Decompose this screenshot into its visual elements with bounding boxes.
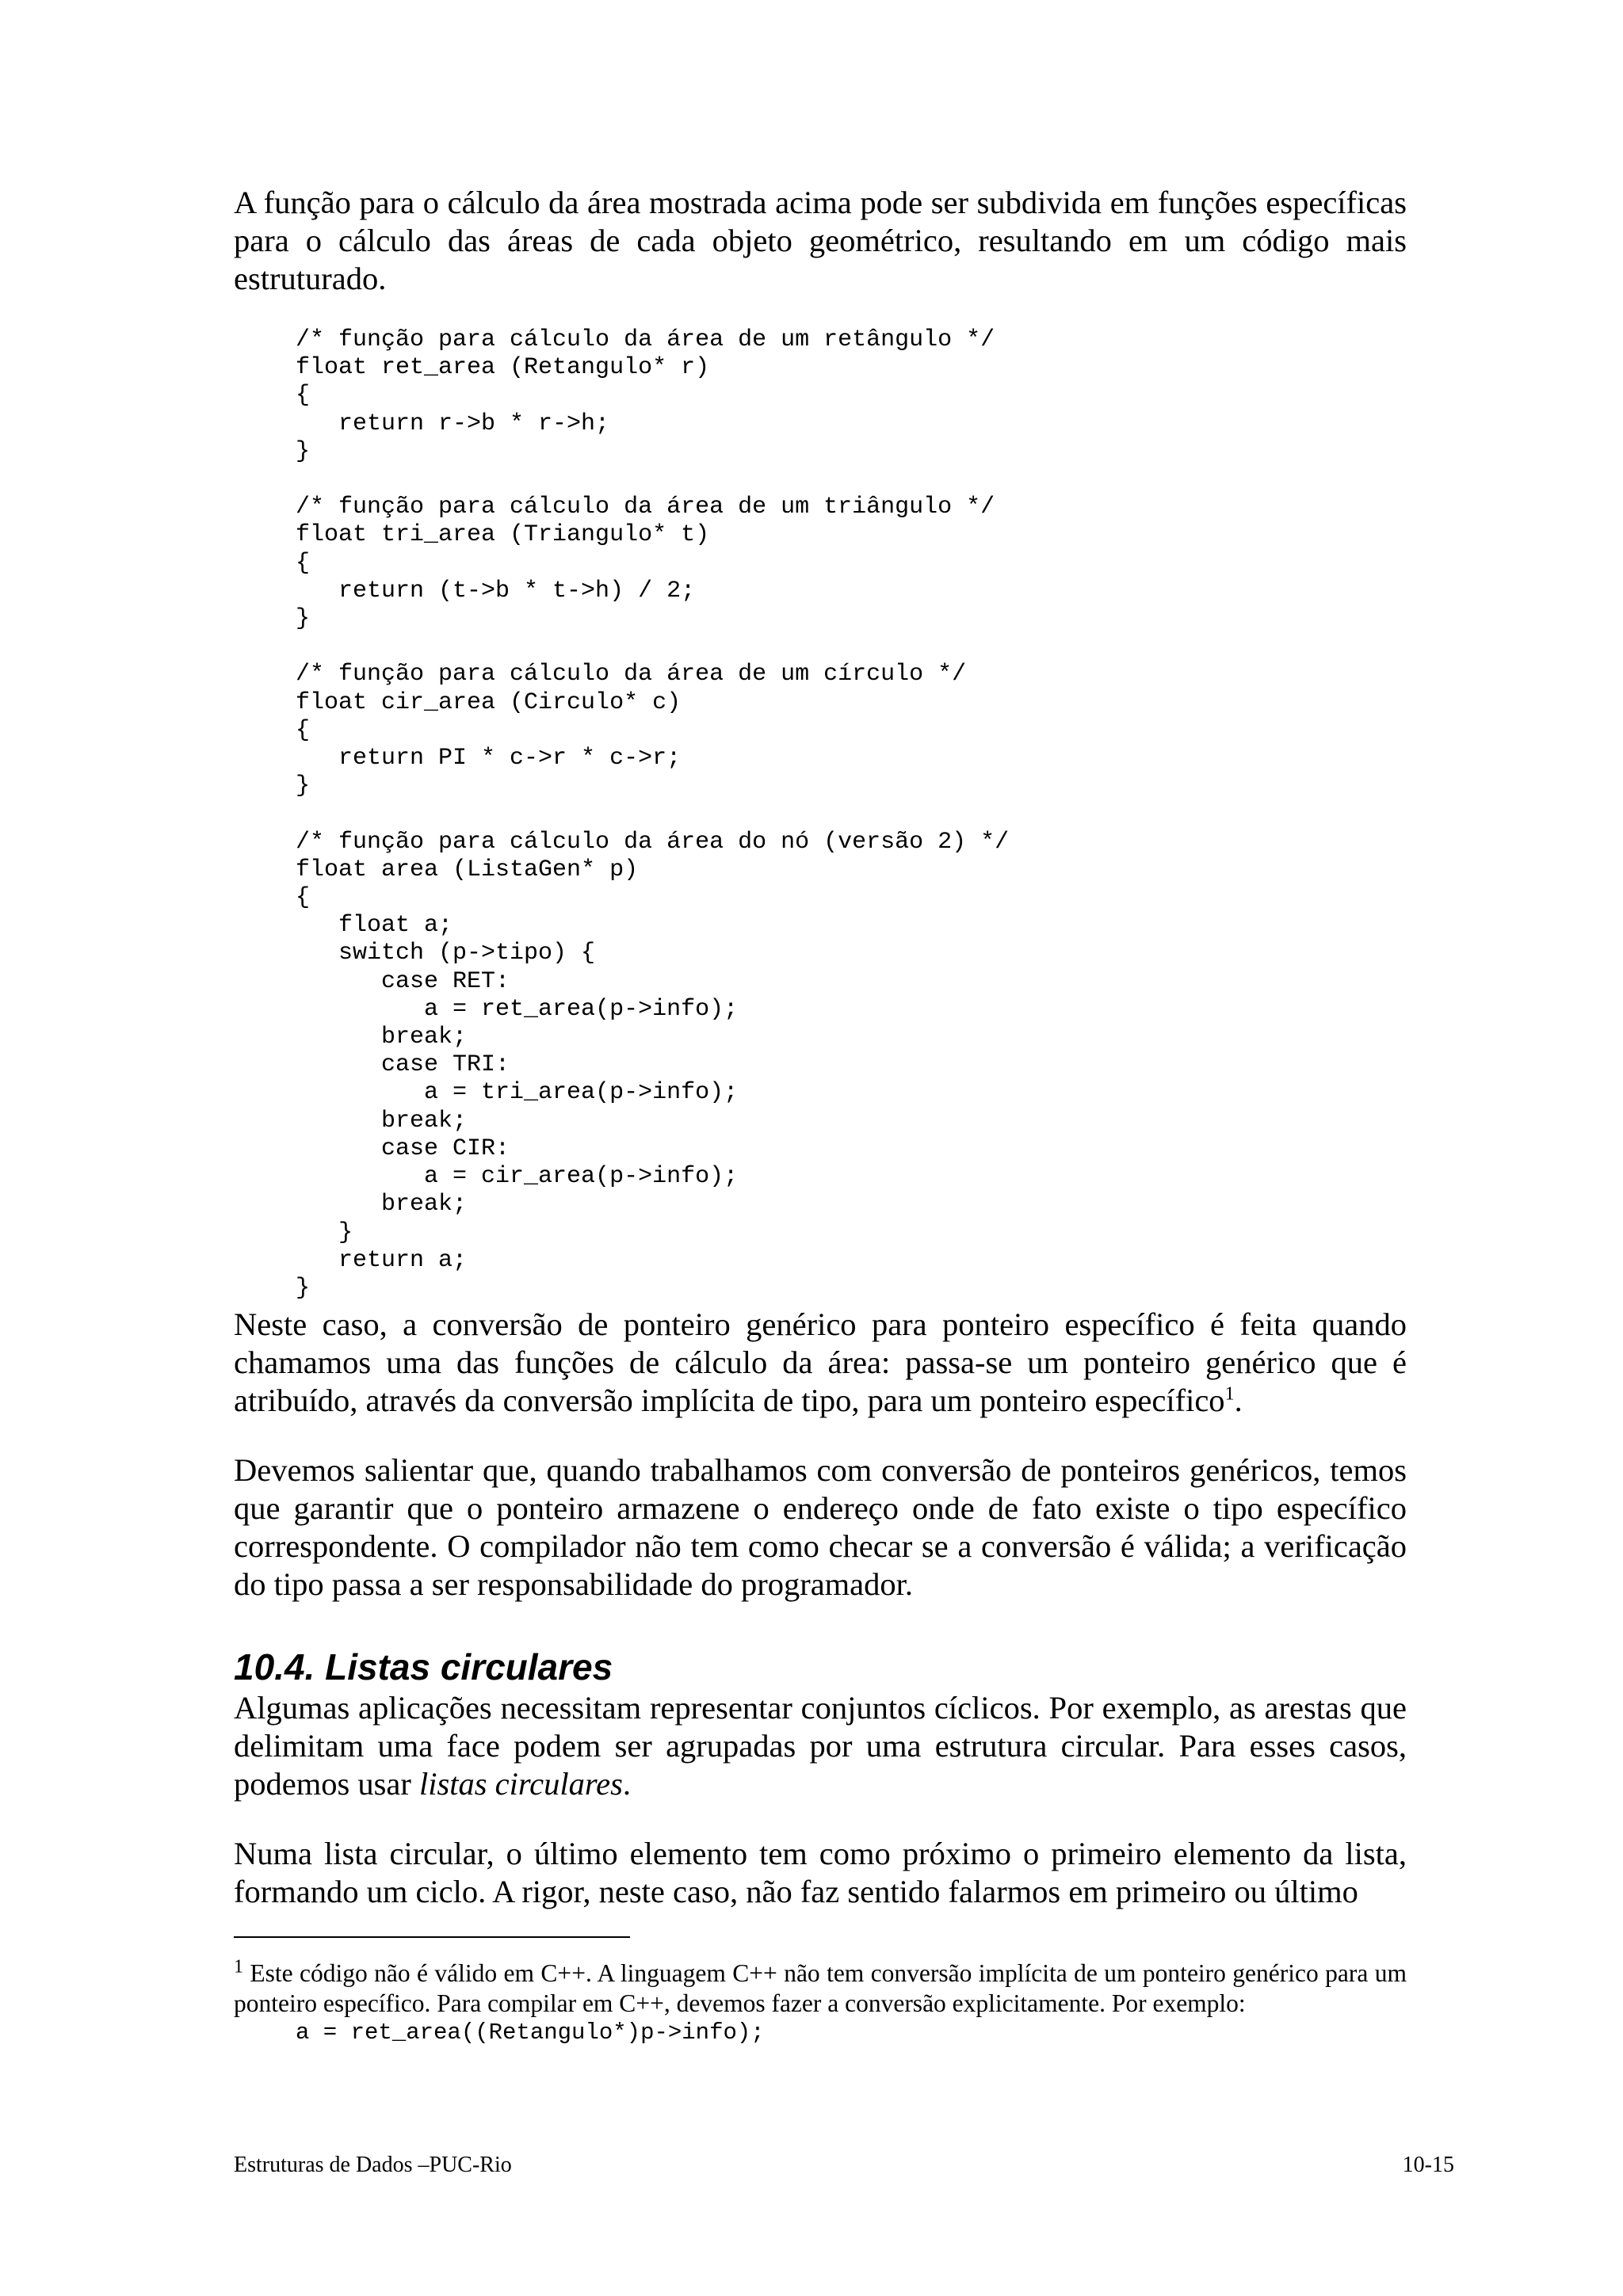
page-content [234,184,1407,2047]
footnote-ref: 1 [1224,1383,1235,1405]
footnote [234,1958,1407,2019]
circular-lists-term: listas circulares [418,1766,623,1802]
footer-page-number: 10-15 [1402,2153,1454,2177]
code-block: /* função para cálculo da área de um retângulo */ float ret_area (Retangulo* r) { return r->b * r->h; } /* função para cálculo da área de um triângulo */ float tri_area (Triangulo* t) { return (t->b * t->h) / 2; } /* função para cálculo da área de um círculo */ float cir_area (Circulo* c) { return PI * c->r * c->r; } /* função para cálculo da área do nó (versão 2) */ float area (ListaGen* p) { float a; switch (p->tipo) { case RET: a = ret_area(p->info); break; case TRI: a = tri_area(p->info); break; case CIR: a = cir_area(p->info); break; } return a; } [296,326,1010,1302]
circular-intro-paragraph [234,1689,1407,1803]
circular-definition-paragraph: Numa lista circular, o último elemento tem como próximo o primeiro elemento da lista, formando um ciclo. A rigor, neste caso, não faz sentido falarmos em primeiro ou último [234,1836,1407,1910]
intro-paragraph: A função para o cálculo da área mostrada acima pode ser subdivida em funções específicas para o cálculo das áreas de cada objeto geométrico, resultando em um código mais estruturado. [234,185,1407,296]
conversion-text: Neste caso, a conversão de ponteiro genérico para ponteiro específico é feita quando chamamos uma das funções de cálculo da área: passa-se um ponteiro genérico que é atribuído, através da conversão implícita de tipo, para um ponteiro específico [234,1306,1407,1419]
footer-course: Estruturas de Dados –PUC-Rio [234,2153,512,2177]
caution-paragraph: Devemos salientar que, quando trabalhamos com conversão de ponteiros genéricos, temos que garantir que o ponteiro armazene o endereço onde de fato existe o tipo específico correspondente. O compilador não tem como checar se a conversão é válida; a verificação do tipo passa a ser responsabilidade do programador. [234,1452,1407,1603]
conversion-period: . [1234,1383,1243,1419]
footnote-code: a = ret_area((Retangulo*)p->info); [296,2019,765,2046]
footnote-text: Este código não é válido em C++. A linguagem C++ não tem conversão implícita de um ponteiro genérico para um ponteiro específico. Para compilar em C++, devemos fazer a conversão explicitamente. Por exemplo: [234,1959,1407,2018]
section-heading: 10.4. Listas circulares [234,1646,613,1688]
circular-intro-period: . [622,1766,631,1802]
conversion-paragraph [234,1306,1407,1420]
circular-intro-text: Algumas aplicações necessitam representar conjuntos cíclicos. Por exemplo, as arestas que delimitam uma face podem ser agrupadas por uma estrutura circular. Para esses casos, podemos usar [234,1690,1407,1802]
footnote-mark: 1 [234,1956,243,1978]
footnote-divider [234,1936,630,1938]
